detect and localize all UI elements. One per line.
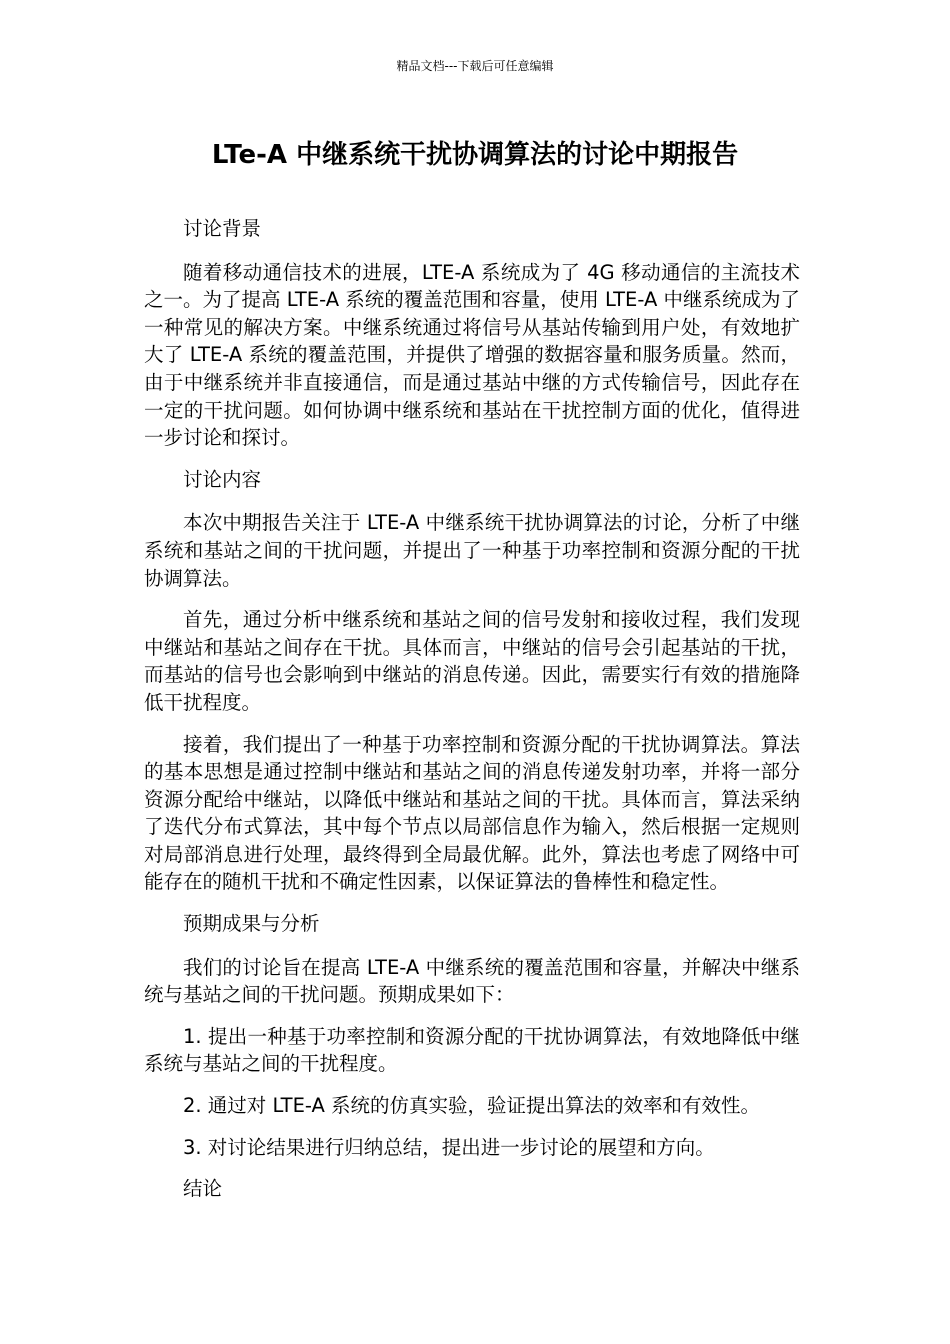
content-paragraph-1: 本次中期报告关注于 LTE-A 中继系统干扰协调算法的讨论，分析了中继系统和基站之间的干扰问题，并提出了一种基于功率控制和资源分配的干扰协调算法。: [144, 511, 800, 590]
results-paragraph: 我们的讨论旨在提高 LTE-A 中继系统的覆盖范围和容量，并解决中继系统与基站之间的干扰问题。预期成果如下：: [144, 955, 800, 1007]
content-paragraph-3: 接着，我们提出了一种基于功率控制和资源分配的干扰协调算法。算法的基本思想是通过控制中继站和基站之间的消息传递发射功率，并将一部分资源分配给中继站，以降低中继站和基站之间的干扰。具体而言，算法采纳了迭代分布式算法，其中每个节点以局部信息作为输入，然后根据一定规则对局部消息进行处理，最终得到全局最优解。此外，算法也考虑了网络中可能存在的随机干扰和不确定性因素，以保证算法的鲁棒性和稳定性。: [144, 732, 800, 894]
background-paragraph: 随着移动通信技术的进展，LTE-A 系统成为了 4G 移动通信的主流技术之一。为了提高 LTE-A 系统的覆盖范围和容量，使用 LTE-A 中继系统成为了一种常见的解决方案。中继系统通过将信号从基站传输到用户处，有效地扩大了 LTE-A 系统的覆盖范围，并提供了增强的数据容量和服务质量。然而，由于中继系统并非直接通信，而是通过基站中继的方式传输信号，因此存在一定的干扰问题。如何协调中继系统和基站在干扰控制方面的优化，值得进一步讨论和探讨。: [144, 260, 801, 450]
document-body: [144, 215, 800, 1219]
results-list-item-2: 2. 通过对 LTE-A 系统的仿真实验，验证提出算法的效率和有效性。: [183, 1094, 761, 1118]
document-title: LTe-A 中继系统干扰协调算法的讨论中期报告: [211, 140, 739, 170]
section-heading-background: 讨论背景: [183, 217, 262, 240]
section-heading-results: 预期成果与分析: [183, 912, 320, 936]
section-heading-conclusion: 结论: [183, 1177, 223, 1201]
results-list-item-3: 3. 对讨论结果进行归纳总结，提出进一步讨论的展望和方向。: [183, 1135, 715, 1159]
content-paragraph-2: 首先，通过分析中继系统和基站之间的信号发射和接收过程，我们发现中继站和基站之间存在干扰。具体而言，中继站的信号会引起基站的干扰，而基站的信号也会影响到中继站的消息传递。因此，需要实行有效的措施降低干扰程度。: [144, 608, 800, 714]
section-heading-content: 讨论内容: [183, 467, 262, 491]
header-note: 精品文档---下载后可任意编辑: [396, 59, 554, 73]
results-list-item-1: 1. 提出一种基于功率控制和资源分配的干扰协调算法，有效地降低中继系统与基站之间的干扰程度。: [144, 1024, 800, 1076]
